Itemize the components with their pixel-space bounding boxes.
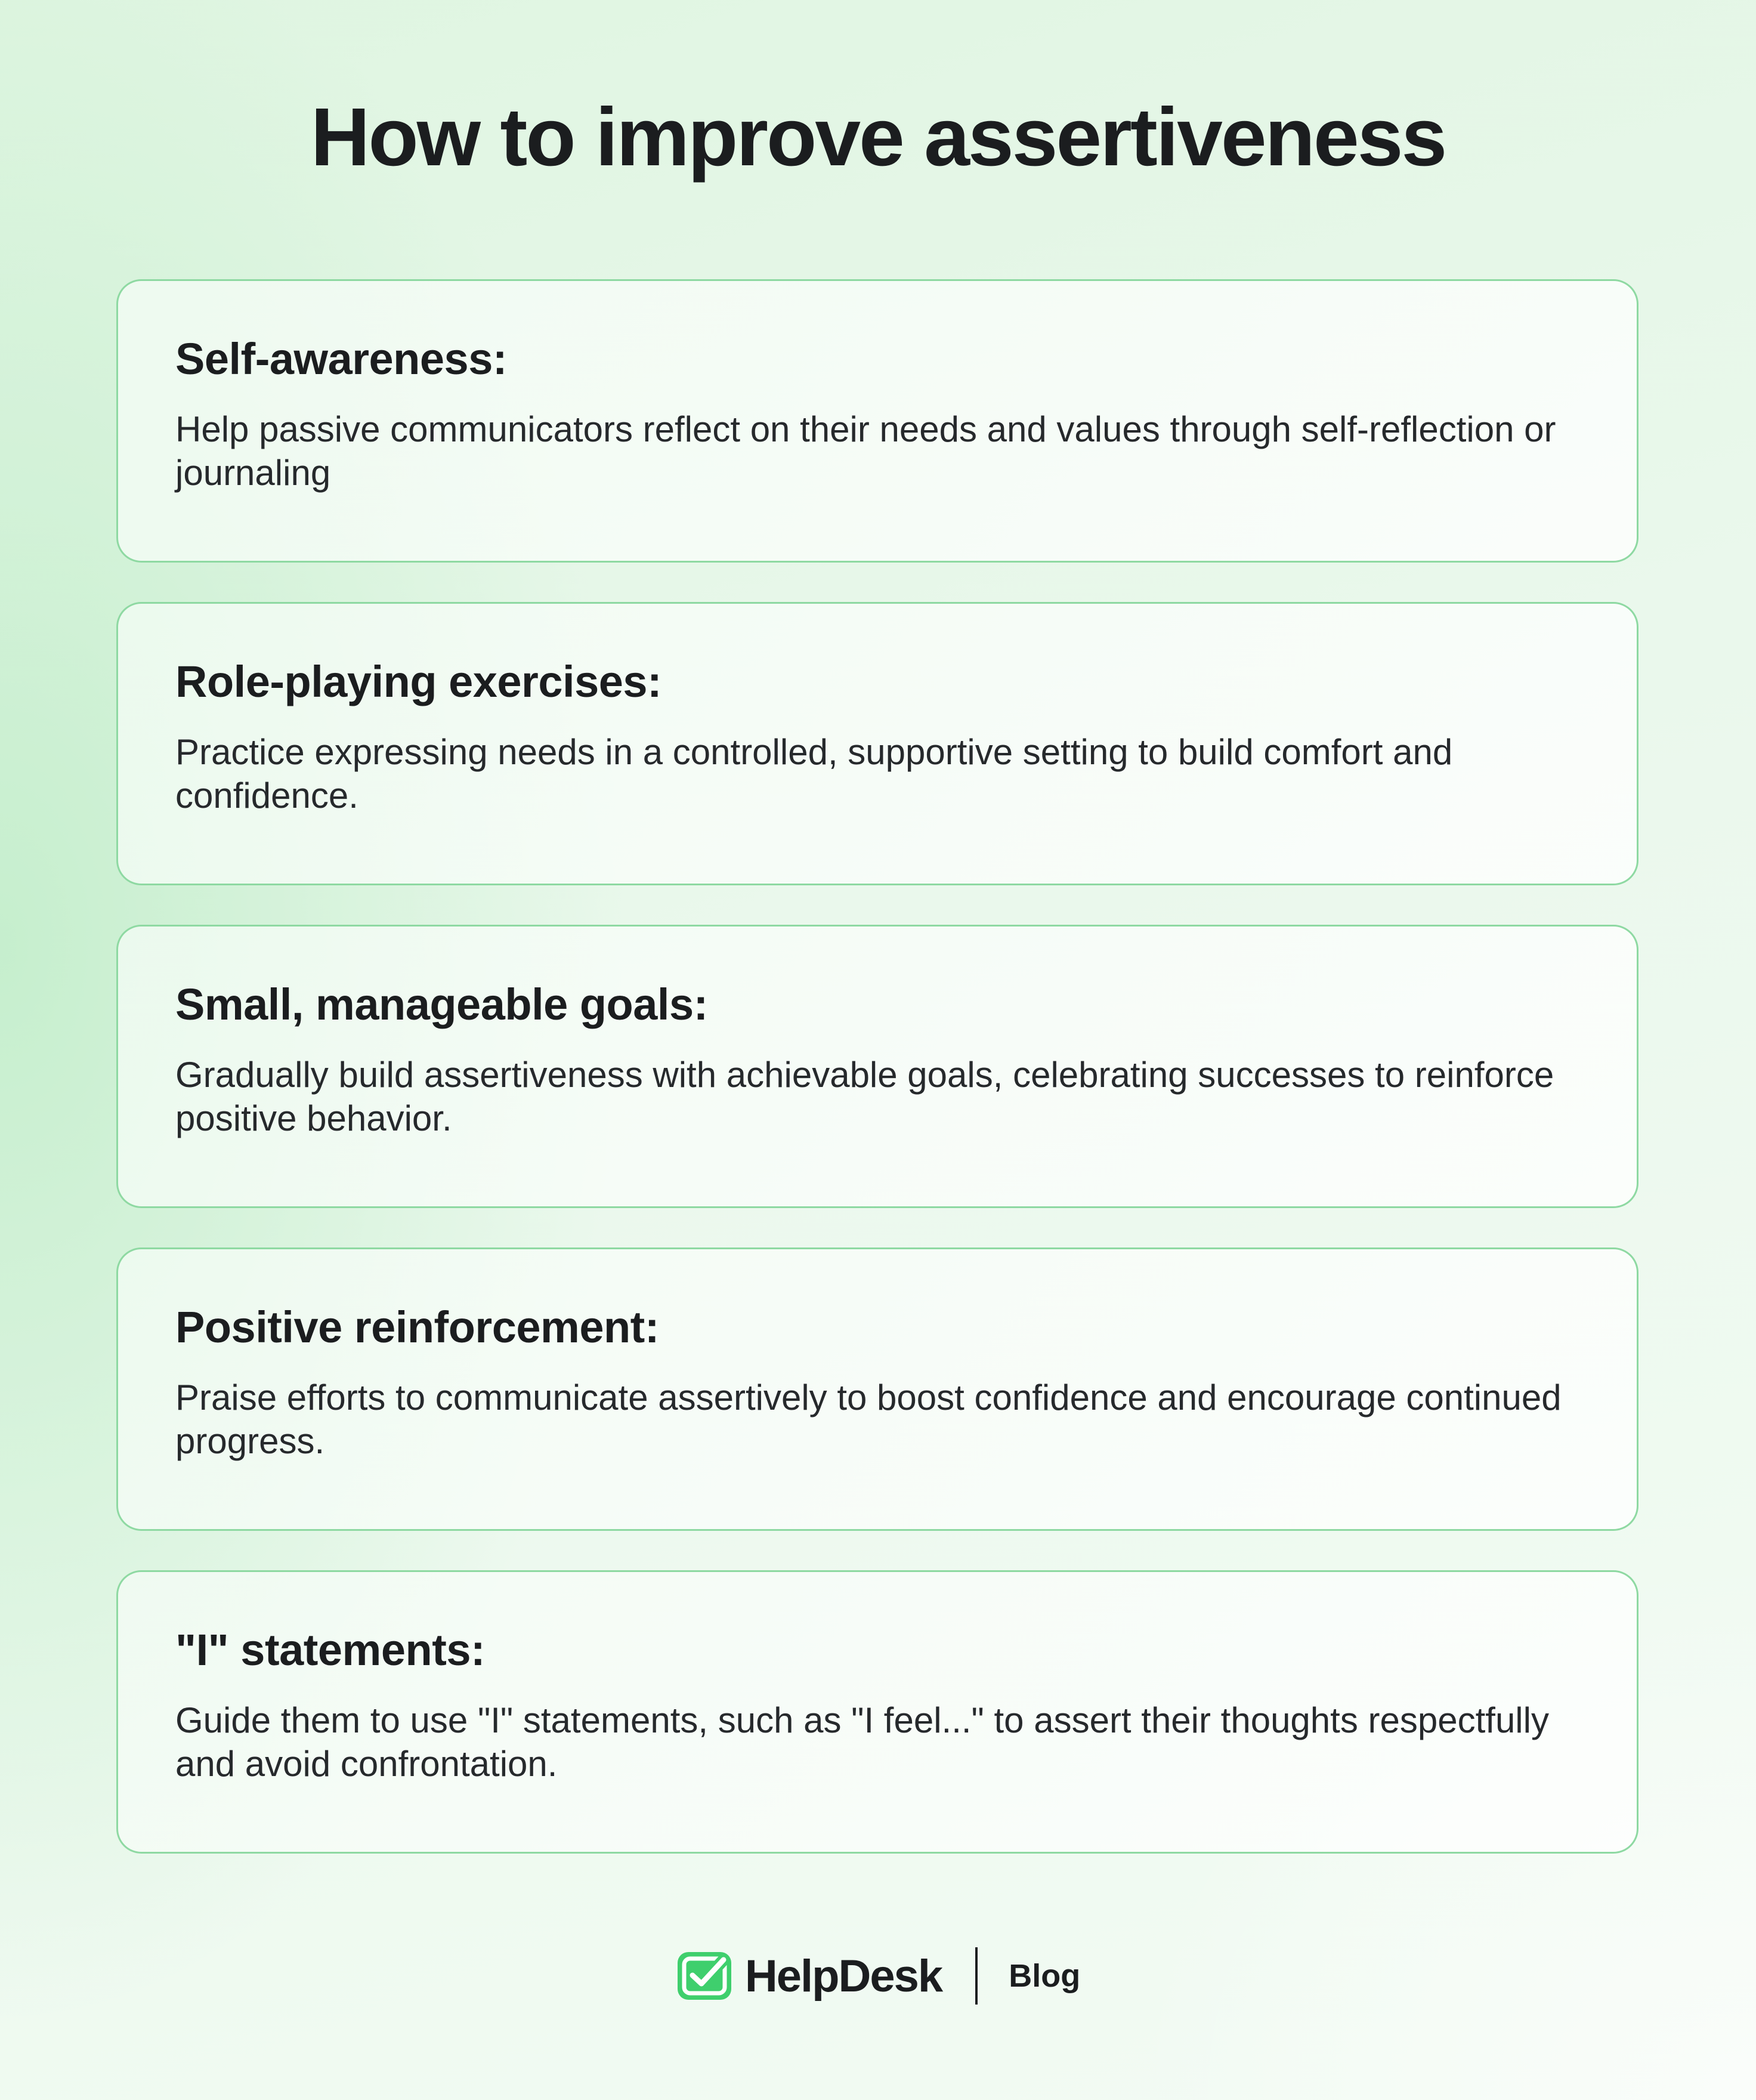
footer-divider: [975, 1947, 978, 2005]
tip-card-text: Practice expressing needs in a controlled, supportive setting to build comfort and confidence.: [175, 732, 1453, 816]
tip-card-title: "I" statements:: [175, 1625, 486, 1675]
tip-card-text: Gradually build assertiveness with achievable goals, celebrating successes to reinforce positive behavior.: [175, 1055, 1554, 1138]
tip-card-text: Guide them to use "I" statements, such as "I feel..." to assert their thoughts respectfully and avoid confrontation.: [175, 1700, 1549, 1784]
tip-card-text: Help passive communicators reflect on their needs and values through self-reflection or journaling: [175, 409, 1556, 493]
tip-card-title: Small, manageable goals:: [175, 980, 708, 1029]
tip-card-title: Role-playing exercises:: [175, 657, 662, 706]
footer-branding: [0, 1946, 1756, 2006]
tip-card-title: Positive reinforcement:: [175, 1302, 659, 1352]
blog-label: Blog: [1009, 1958, 1081, 1994]
brand-name: HelpDesk: [744, 1950, 942, 2002]
page-title: How to improve assertiveness: [310, 91, 1446, 183]
tip-card-i-statements: [116, 1570, 1638, 1854]
tip-card-role-playing: [116, 602, 1638, 885]
helpdesk-logo: [676, 1950, 942, 2002]
tip-card-self-awareness: [116, 279, 1638, 563]
checkmark-badge-icon: [676, 1950, 733, 2002]
tip-card-positive-reinforcement: [116, 1247, 1638, 1531]
tip-card-small-goals: [116, 925, 1638, 1208]
tip-card-title: Self-awareness:: [175, 334, 507, 384]
tips-list: [116, 279, 1638, 1893]
tip-card-text: Praise efforts to communicate assertively to boost confidence and encourage continued progress.: [175, 1378, 1562, 1461]
